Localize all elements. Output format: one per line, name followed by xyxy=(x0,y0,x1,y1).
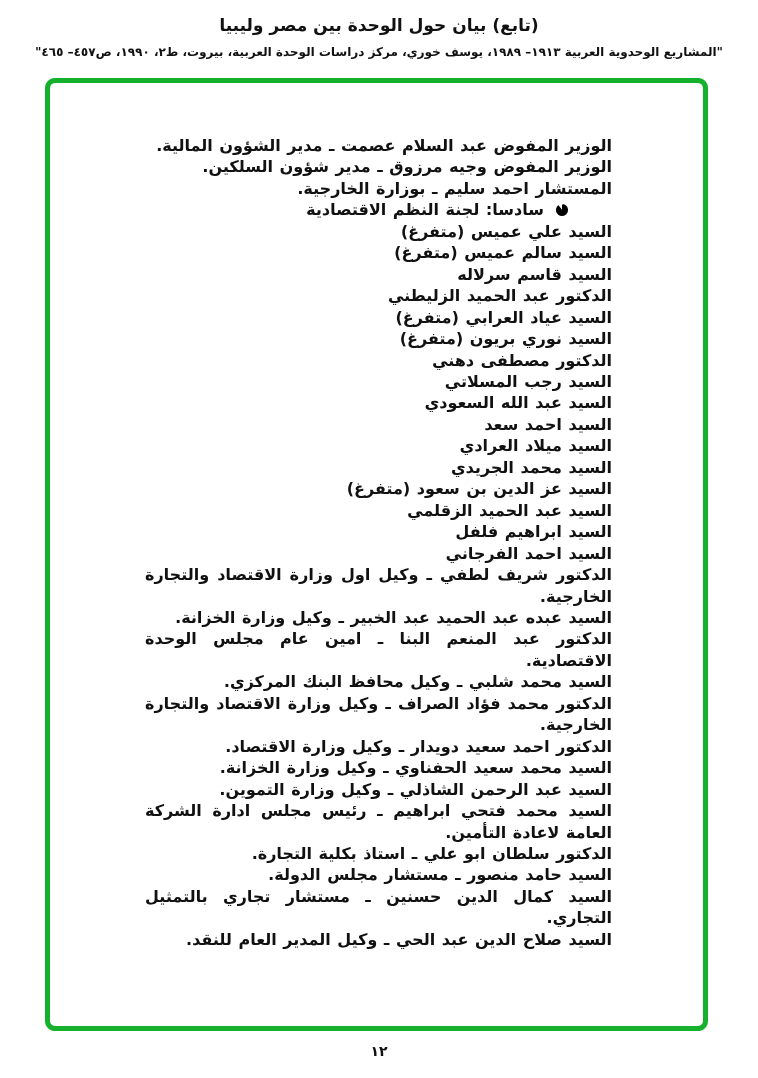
entry-line: السيد رجب المسلاتي xyxy=(444,371,612,391)
entry-line: السيد نوري بريون (متفرغ) xyxy=(399,329,612,349)
entry-line: السيد عبده عبد الحميد عبد الخبير ـ وكيل وزارة الخزانة. xyxy=(175,607,612,627)
entry-line: السيد عياد العرابي (متفرغ) xyxy=(395,307,612,327)
entry-line: السيد محمد فتحي ابراهيم ـ رئيس مجلس ادارة الشركة العامة لاعادة التأمين. xyxy=(145,801,612,842)
entry-line: السيد احمد الفرجاني xyxy=(445,543,612,563)
page-title: (تابع) بيان حول الوحدة بين مصر وليبيا xyxy=(219,16,539,36)
entry-line: الدكتور عبد الحميد الزليطني xyxy=(387,286,612,306)
entry-line: الدكتور محمد فؤاد الصراف ـ وكيل وزارة الاقتصاد والتجارة الخارجية. xyxy=(145,693,612,735)
entry-line: الدكتور سلطان ابو علي ـ استاذ بكلية التجارة. xyxy=(251,843,612,863)
content-frame xyxy=(45,78,708,1031)
entry-line: السيد احمد سعد xyxy=(484,414,612,434)
entry-line: السيد كمال الدين حسنين ـ مستشار تجاري بالتمثيل التجاري. xyxy=(145,886,612,928)
entry-line: السيد محمد سعيد الحفناوي ـ وكيل وزارة الخزانة. xyxy=(219,758,612,778)
section-heading xyxy=(145,199,612,220)
entry-line: الدكتور عبد المنعم البنا ـ امين عام مجلس الوحدة الاقتصادية. xyxy=(145,629,612,670)
entry-line: السيد عبد الله السعودي xyxy=(424,393,612,413)
entry-line: السيد علي عميس (متفرغ) xyxy=(400,221,612,241)
entry-line: الوزير المفوض وجيه مرزوق ـ مدير شؤون السلكين. xyxy=(202,157,612,177)
entry-line: الدكتور احمد سعيد دويدار ـ وكيل وزارة الاقتصاد. xyxy=(225,736,612,756)
page-number: ١٢ xyxy=(370,1044,388,1060)
document-body xyxy=(50,83,703,950)
entry-line: السيد عز الدين بن سعود (متفرغ) xyxy=(346,479,612,499)
entry-line: السيد محمد الجريدي xyxy=(451,457,612,477)
section-heading-text: سادسا: لجنة النظم الاقتصادية xyxy=(306,200,544,220)
entry-line: السيد عبد الحميد الزقلمي xyxy=(407,500,612,520)
entry-line: السيد حامد منصور ـ مستشار مجلس الدولة. xyxy=(268,865,612,885)
entry-line: السيد ابراهيم فلفل xyxy=(455,522,612,542)
entry-line: المستشار احمد سليم ـ بوزارة الخارجية. xyxy=(297,178,612,198)
entry-line: الدكتور مصطفى دهني xyxy=(432,350,612,370)
entry-line: السيد محمد شلبي ـ وكيل محافظ البنك المركزي. xyxy=(223,672,612,692)
section-bullet-icon xyxy=(556,204,568,216)
entry-line: السيد سالم عميس (متفرغ) xyxy=(394,243,612,263)
entry-line: الدكتور شريف لطفي ـ وكيل اول وزارة الاقتصاد والتجارة الخارجية. xyxy=(145,565,612,606)
entry-line: الوزير المفوض عبد السلام عصمت ـ مدير الشؤون المالية. xyxy=(156,136,612,155)
entry-line: السيد عبد الرحمن الشاذلي ـ وكيل وزارة التموين. xyxy=(219,779,612,799)
entry-line: السيد ميلاد العرادي xyxy=(459,436,612,456)
entry-line: السيد صلاح الدين عبد الحي ـ وكيل المدير العام للنقد. xyxy=(186,929,612,949)
source-citation: "المشاريع الوحدوية العربية ١٩١٣– ١٩٨٩، يوسف خوري، مركز دراسات الوحدة العربية، بيروت، ط٢، ١٩٩٠، ص٤٥٧– ٤٦٥" xyxy=(35,45,723,59)
entry-line: السيد قاسم سرلاله xyxy=(457,264,612,284)
